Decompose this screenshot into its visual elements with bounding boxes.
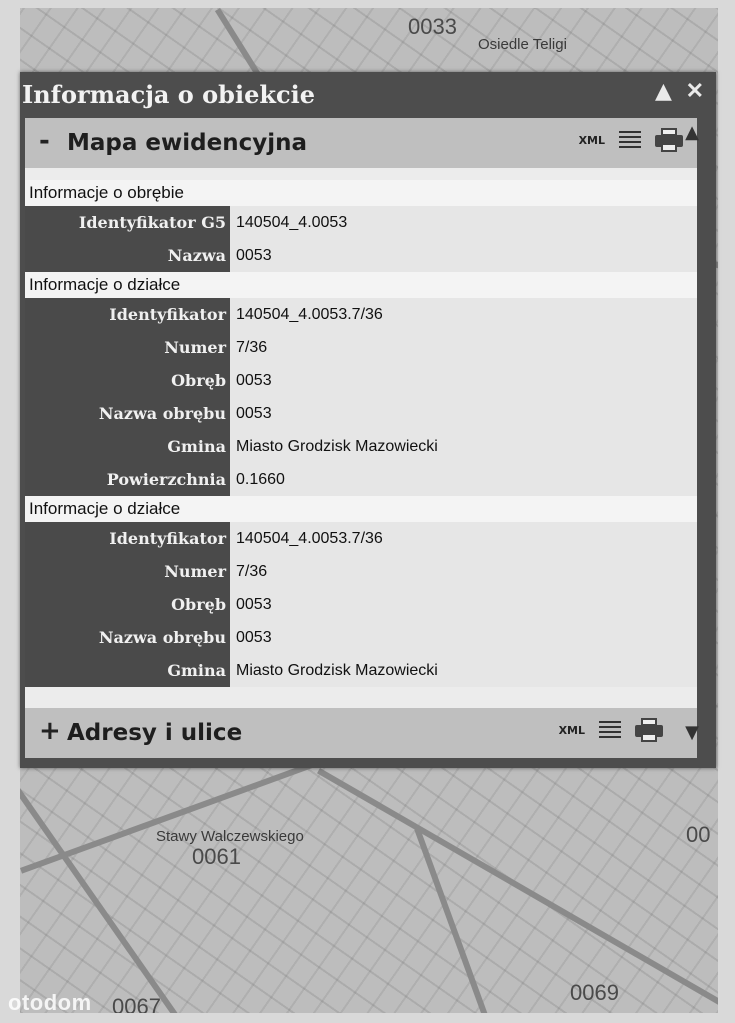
map-label-area: Stawy Walczewskiego	[156, 828, 304, 845]
attribute-key: Nazwa obrębu	[25, 397, 230, 430]
attribute-row	[25, 364, 697, 397]
attribute-row	[25, 298, 697, 331]
map-road	[414, 828, 502, 1013]
attribute-key: Identyfikator	[25, 522, 230, 555]
attribute-row	[25, 397, 697, 430]
attribute-row	[25, 331, 697, 364]
attribute-value: Miasto Grodzisk Mazowiecki	[230, 430, 697, 463]
attribute-row	[25, 621, 697, 654]
map-label-number: 00	[686, 822, 711, 847]
collapse-icon[interactable]: ▲	[654, 78, 672, 104]
list-icon[interactable]	[599, 719, 621, 741]
close-icon[interactable]: ✕	[685, 78, 704, 104]
attribute-key: Numer	[25, 331, 230, 364]
attribute-value: 0053	[230, 364, 697, 397]
group-title: Informacje o działce	[25, 496, 697, 522]
group-title: Informacje o działce	[25, 272, 697, 298]
map-label-number: 0067	[112, 994, 161, 1013]
attribute-value: 140504_4.0053.7/36	[230, 298, 697, 331]
attribute-row	[25, 206, 697, 239]
attribute-row	[25, 463, 697, 496]
window-title: Informacja o obiekcie	[22, 80, 315, 109]
attribute-key: Identyfikator	[25, 298, 230, 331]
section-title: Adresy i ulice	[67, 720, 243, 746]
attribute-value: 0053	[230, 397, 697, 430]
attribute-list	[25, 180, 697, 687]
map-road	[317, 768, 718, 1013]
attribute-value: 7/36	[230, 331, 697, 364]
map-label-street: Osiedle Teligi	[478, 36, 567, 53]
attribute-key: Nazwa	[25, 239, 230, 272]
attribute-value: 0053	[230, 621, 697, 654]
print-icon[interactable]	[655, 128, 683, 152]
attribute-row	[25, 522, 697, 555]
window-titlebar[interactable]	[20, 72, 716, 116]
attribute-row	[25, 239, 697, 272]
attribute-key: Identyfikator G5	[25, 206, 230, 239]
attribute-key: Gmina	[25, 430, 230, 463]
attribute-value: 0053	[230, 588, 697, 621]
map-label-number: 0033	[408, 14, 457, 39]
attribute-key: Numer	[25, 555, 230, 588]
attribute-key: Obręb	[25, 588, 230, 621]
collapse-section-toggle[interactable]: -	[39, 126, 50, 156]
group-title: Informacje o obrębie	[25, 180, 697, 206]
watermark-logo: otodom	[8, 990, 92, 1015]
scroll-up-icon[interactable]: ▲	[685, 122, 699, 143]
map-label-number: 0061	[192, 844, 241, 869]
xml-export-button[interactable]: XML	[578, 133, 605, 147]
scroll-down-icon[interactable]: ▼	[685, 722, 699, 743]
window-controls	[649, 78, 704, 104]
attribute-row	[25, 555, 697, 588]
attribute-key: Obręb	[25, 364, 230, 397]
list-icon[interactable]	[619, 129, 641, 151]
section-tools	[579, 128, 683, 152]
expand-section-toggle[interactable]: +	[39, 716, 61, 746]
section-header-addresses[interactable]	[25, 708, 697, 758]
map-label-number: 0069	[570, 980, 619, 1005]
map-road	[20, 788, 209, 1013]
attribute-value: 140504_4.0053.7/36	[230, 522, 697, 555]
section-title: Mapa ewidencyjna	[67, 130, 307, 156]
section-tools	[559, 718, 663, 742]
attribute-value: Miasto Grodzisk Mazowiecki	[230, 654, 697, 687]
section-header-map[interactable]	[25, 118, 697, 168]
xml-export-button[interactable]: XML	[558, 723, 585, 737]
attribute-row	[25, 430, 697, 463]
attribute-row	[25, 654, 697, 687]
attribute-row	[25, 588, 697, 621]
attribute-key: Nazwa obrębu	[25, 621, 230, 654]
attribute-value: 0053	[230, 239, 697, 272]
info-panel	[25, 118, 697, 758]
attribute-value: 7/36	[230, 555, 697, 588]
attribute-value: 140504_4.0053	[230, 206, 697, 239]
attribute-key: Powierzchnia	[25, 463, 230, 496]
attribute-key: Gmina	[25, 654, 230, 687]
attribute-value: 0.1660	[230, 463, 697, 496]
print-icon[interactable]	[635, 718, 663, 742]
info-window	[20, 72, 716, 768]
